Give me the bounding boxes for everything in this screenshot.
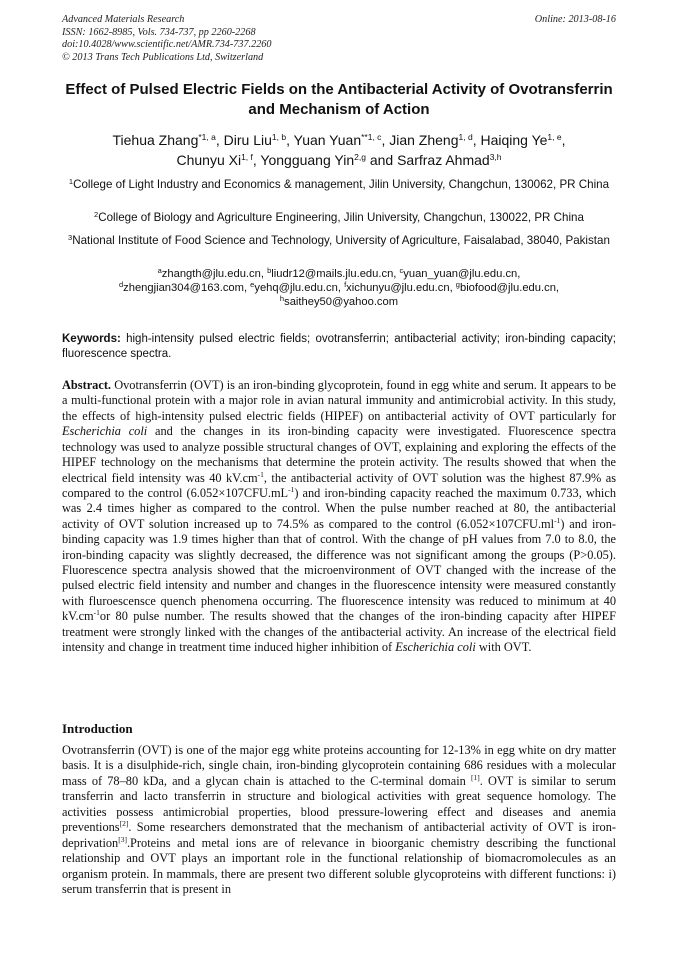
keywords-label: Keywords: [62, 333, 121, 345]
author-name: Haiqing Ye [480, 132, 548, 148]
citation-ref[interactable]: [3] [118, 834, 127, 844]
author-affil-mark: 1, d [458, 132, 473, 142]
author-name: Yongguang Yin [260, 152, 355, 168]
author-separator: and [365, 152, 398, 168]
affiliation-text: College of Light Industry and Economics & management, Jilin University, Changchun, 130062, PR China [73, 178, 610, 191]
abstract-text: , the antibacterial activity of OVT solution was the highest 87.9% as compared to the control (6.052×107CFU.mL [62, 470, 616, 500]
unit-exponent: -1 [93, 608, 100, 618]
copyright-line: © 2013 Trans Tech Publications Ltd, Switzerland [62, 51, 264, 63]
author-affil-mark: 1, e [547, 132, 562, 142]
species-name: Escherichia coli [395, 640, 476, 655]
affiliation-1 [62, 177, 616, 192]
author-separator: , [381, 132, 390, 148]
author-separator: , [561, 132, 566, 148]
author-list [62, 130, 616, 170]
author-separator: , [215, 132, 224, 148]
citation-ref[interactable]: [1] [471, 772, 480, 782]
author-name: Yuan Yuan [293, 132, 362, 148]
author-name: Diru Liu [223, 132, 272, 148]
author-affil-mark: 1, f [241, 152, 253, 162]
author-affil-mark: *1, a [198, 132, 216, 142]
author-affil-mark: 2,g [354, 152, 366, 162]
body-text: Ovotransferrin (OVT) is one of the major egg white proteins accounting for 12-13% in egg white on dry matter basis. It is a disulphide-rich, single chain, iron-binding glycoprotein containing 686 residues with a molecular mass of 78–80 kDa, and a glycan chain is attached to the C-terminal domain [62, 743, 616, 788]
email-link[interactable]: saithey50@yahoo.com [284, 296, 399, 308]
abstract-label: Abstract. [62, 378, 112, 392]
email-link[interactable]: yuan_yuan@jlu.edu.cn, [403, 268, 521, 280]
abstract-text: with OVT. [475, 640, 532, 655]
doi-line: doi:10.4028/www.scientific.net/AMR.734-737.2260 [62, 39, 272, 51]
online-date: Online: 2013-08-16 [534, 14, 616, 25]
email-link[interactable]: xichunyu@jlu.edu.cn, [346, 282, 453, 294]
journal-name: Advanced Materials Research [62, 14, 185, 25]
citation-ref[interactable]: [2] [119, 819, 129, 829]
email-link[interactable]: zhengjian304@163.com, [123, 282, 248, 294]
abstract-text: ) and iron-binding capacity reached the maximum 0.733, which was 2.4 times higher as compared to the control. When the pulse number reached at 80, the antibacterial activity of OVT solution increased up to 74.5% as compared to the control (6.052×107CFU.ml [62, 485, 616, 531]
affiliation-text: National Institute of Food Science and Technology, University of Agriculture, Faisalabad, 38040, Pakistan [72, 234, 610, 247]
author-name: Chunyu Xi [176, 152, 242, 168]
abstract-text: or 80 pulse number. The results showed that the changes of the iron-binding capacity after HIPEF treatment were strongly linked with the changes of the antibacterial activity. An increase of the electrical field intensity and change in treatment time induced higher inhibition of [62, 609, 616, 655]
issn-line: ISSN: 1662-8985, Vols. 734-737, pp 2260-2268 [62, 26, 256, 38]
journal-header [62, 14, 616, 64]
author-name: Tiehua Zhang [112, 132, 199, 148]
abstract-text: ) and iron-binding capacity was 1.9 times higher than that of control. With the change of pH values from 7.0 to 8.0, the iron-binding capacity was slightly decreased, the difference was not significant among the groups (P>0.05). Fluorescence spectra analysis showed that the microenvironment of OVT changed with the increase of the pulsed electric field intensity and number and changes in the fluorescence intensity were measured constantly with fluroescensce quench phenomena occurring. The fluorescence intensity was reduced to minimum at 40 kV.cm [62, 516, 616, 624]
affiliation-text: College of Biology and Agriculture Engineering, Jilin University, Changchun, 130022, PR China [98, 211, 584, 224]
email-link[interactable]: zhangth@jlu.edu.cn, [161, 268, 264, 280]
email-link[interactable]: liudr12@mails.jlu.edu.cn, [271, 268, 397, 280]
keywords [62, 332, 616, 362]
author-separator: , [252, 152, 261, 168]
author-affil-mark: **1, c [361, 132, 382, 142]
affiliation-number: 2 [94, 210, 99, 219]
paper-title: Effect of Pulsed Electric Fields on the Antibacterial Activity of Ovotransferrin and Mechanism of Action [65, 81, 613, 118]
abstract [62, 378, 616, 656]
unit-exponent: -1 [554, 515, 561, 525]
affiliation-3 [62, 233, 616, 248]
affiliation-2 [62, 210, 616, 225]
email-link[interactable]: biofood@jlu.edu.cn, [459, 282, 560, 294]
author-name: Sarfraz Ahmad [397, 152, 490, 168]
introduction-text [62, 743, 616, 898]
body-text: .Proteins and metal ions are of relevance in bioorganic chemistry describing the functional relationship and OVT plays an important role in the functional relationship of biomacromolecules as an organism protein. In mammals, there are present two different soluble glycoproteins with different functions: i) serum transferrin that is present in [62, 835, 616, 897]
author-separator: , [286, 132, 294, 148]
author-affil-mark: 1, b [271, 132, 287, 142]
species-name: Escherichia coli [62, 424, 148, 439]
body-text: . OVT is similar to serum transferrin and lacto transferrin in structure and biological activities with great sequence homology. The activities possess antimicrobial properties, blood pressure-lowering effect and diseases and anemia preventions [62, 773, 616, 835]
author-name: Jian Zheng [389, 132, 459, 148]
section-heading-introduction: Introduction [62, 721, 133, 736]
email-list: $^a$zhangth@jlu.edu.cn, $^b$liudr12@mails.jlu.edu.cn, $^c$yuan_yuan@jlu.edu.cn, $^d$zhengjian304@163.com, $^e$yehq@jlu.edu.cn, $^f$xichunyu@jlu.edu.cn, $^g$biofood@jlu.edu.cn, $^h$saithey50@yahoo.com [118, 266, 560, 308]
email-link[interactable]: yehq@jlu.edu.cn, [254, 282, 341, 294]
author-separator: , [472, 132, 481, 148]
affiliation-number: 1 [68, 177, 74, 186]
unit-exponent: -1 [288, 484, 295, 494]
body-text: . Some researchers demonstrated that the mechanism of antibacterial activity of OVT is iron-deprivation [62, 820, 616, 850]
unit-exponent: -1 [257, 469, 264, 479]
keywords-text: high-intensity pulsed electric fields; ovotransferrin; antibacterial activity; iron-binding capacity; fluorescence spectra. [62, 333, 616, 360]
abstract-text: and the changes in its iron-binding capacity were investigated. Fluorescence spectra technology was used to analyze possible structural changes of OVT, explaining and exploring the effects of the HIPEF technology on the mechanisms that determine the protein activity. The results showed that when the electrical field intensity was 40 kV.cm [62, 424, 616, 485]
abstract-text: Ovotransferrin (OVT) is an iron-binding glycoprotein, found in egg white and serum. It appears to be a multi-functional protein with a major role in avian natural immunity and antimicrobial activity. In this study, the effects of high-intensity pulsed electric fields (HIPEF) on antibacterial activity of OVT particularly for [62, 378, 616, 423]
author-affil-mark: 3,h [489, 152, 502, 162]
affiliation-number: 3 [68, 233, 73, 242]
